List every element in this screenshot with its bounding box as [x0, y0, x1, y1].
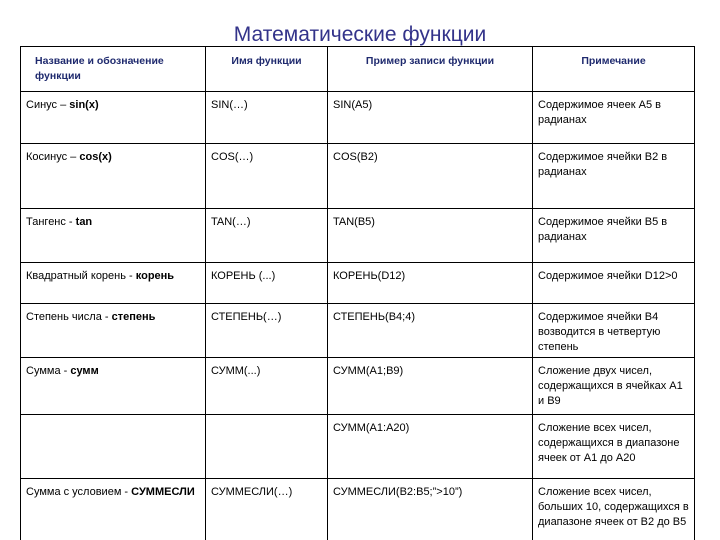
cell-func: TAN(…) [206, 209, 328, 263]
table-row [21, 415, 695, 479]
header-name: Название и обозначение функции [21, 47, 206, 92]
header-note: Примечание [533, 47, 695, 92]
header-func: Имя функции [206, 47, 328, 92]
cell-note: Содержимое ячейки B4 возводится в четвертую степень [533, 304, 695, 358]
functions-table [20, 46, 695, 540]
cell-name [21, 415, 206, 479]
cell-name: Тангенс - tan [21, 209, 206, 263]
cell-note: Сложение всех чисел, содержащихся в диапазоне ячеек от A1 до A20 [533, 415, 695, 479]
table-row [21, 304, 695, 358]
table-row [21, 263, 695, 304]
cell-name: Сумма - сумм [21, 358, 206, 415]
cell-func: КОРЕНЬ (...) [206, 263, 328, 304]
cell-example: SIN(A5) [328, 92, 533, 144]
cell-note: Содержимое ячеек A5 в радианах [533, 92, 695, 144]
cell-name: Сумма с условием - СУММЕСЛИ [21, 479, 206, 540]
cell-note: Содержимое ячейки D12>0 [533, 263, 695, 304]
cell-func: SIN(…) [206, 92, 328, 144]
cell-name: Степень числа - степень [21, 304, 206, 358]
table-header-row [21, 47, 695, 92]
table-row [21, 479, 695, 540]
cell-name: Синус – sin(x) [21, 92, 206, 144]
cell-note: Содержимое ячейки B5 в радианах [533, 209, 695, 263]
cell-func: COS(…) [206, 144, 328, 209]
cell-example: СУММ(A1;B9) [328, 358, 533, 415]
header-example: Пример записи функции [328, 47, 533, 92]
cell-func [206, 415, 328, 479]
cell-name: Косинус – cos(x) [21, 144, 206, 209]
cell-example: COS(B2) [328, 144, 533, 209]
cell-example: КОРЕНЬ(D12) [328, 263, 533, 304]
table-row [21, 358, 695, 415]
cell-func: СУММ(...) [206, 358, 328, 415]
page-title: Математические функции [233, 23, 487, 46]
cell-note: Содержимое ячейки B2 в радианах [533, 144, 695, 209]
cell-name: Квадратный корень - корень [21, 263, 206, 304]
table-row [21, 144, 695, 209]
cell-example: СТЕПЕНЬ(B4;4) [328, 304, 533, 358]
cell-func: СУММЕСЛИ(…) [206, 479, 328, 540]
table-row [21, 209, 695, 263]
cell-example: TAN(B5) [328, 209, 533, 263]
cell-note: Сложение двух чисел, содержащихся в ячейках A1 и B9 [533, 358, 695, 415]
cell-func: СТЕПЕНЬ(…) [206, 304, 328, 358]
table-row [21, 92, 695, 144]
cell-example: СУММЕСЛИ(B2:B5;”>10”) [328, 479, 533, 540]
cell-example: СУММ(A1:A20) [328, 415, 533, 479]
cell-note: Сложение всех чисел, больших 10, содержащихся в диапазоне ячеек от B2 до B5 [533, 479, 695, 540]
